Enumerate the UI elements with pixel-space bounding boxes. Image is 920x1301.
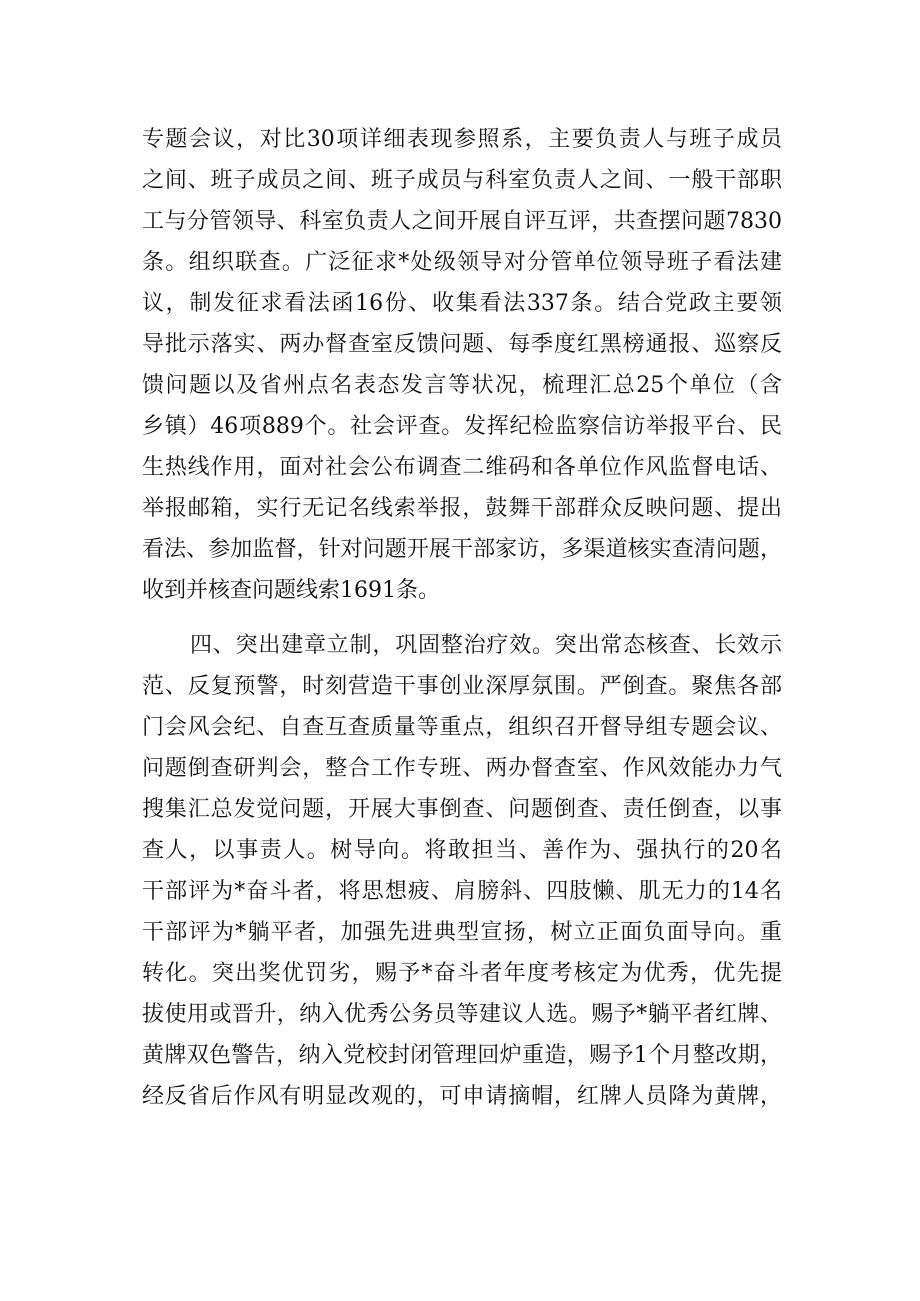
paragraph-line: 经反省后作风有明显改观的，可申请摘帽，红牌人员降为黄牌， [142,1084,782,1109]
paragraph-line: 议，制发征求看法函16份、收集看法337条。结合党政主要领 [142,291,782,316]
paragraph-1 [142,119,782,611]
paragraph-line: 收到并核查问题线索1691条。 [142,578,440,603]
paragraph-line: 查人，以事责人。树导向。将敢担当、善作为、强执行的20名 [142,838,782,863]
paragraph-line: 范、反复预警，时刻营造干事创业深厚氛围。严倒查。聚焦各部 [142,674,782,699]
paragraph-line: 之间、班子成员之间、班子成员与科室负责人之间、一般干部职 [142,168,782,193]
paragraph-line: 转化。突出奖优罚劣，赐予*奋斗者年度考核定为优秀，优先提 [142,961,782,986]
paragraph-line: 导批示落实、两办督查室反馈问题、每季度红黑榜通报、巡察反 [142,332,782,357]
paragraph-line: 条。组织联查。广泛征求*处级领导对分管单位领导班子看法建 [142,250,782,275]
paragraph-line: 看法、参加监督，针对问题开展干部家访，多渠道核实查清问题， [142,537,782,562]
paragraph-line: 工与分管领导、科室负责人之间开展自评互评，共查摆问题7830 [142,209,782,234]
paragraph-line: 四、突出建章立制，巩固整治疗效。突出常态核查、长效示 [190,633,782,658]
paragraph-line: 干部评为*躺平者，加强先进典型宣扬，树立正面负面导向。重 [142,920,782,945]
paragraph-line: 干部评为*奋斗者，将思想疲、肩膀斜、四肢懒、肌无力的14名 [142,879,782,904]
paragraph-2 [142,625,782,1117]
paragraph-line: 拔使用或晋升，纳入优秀公务员等建议人选。赐予*躺平者红牌、 [142,1002,782,1027]
paragraph-line: 生热线作用，面对社会公布调查二维码和各单位作风监督电话、 [142,455,782,480]
paragraph-line: 门会风会纪、自查互查质量等重点，组织召开督导组专题会议、 [142,715,782,740]
document-body [142,119,782,1117]
paragraph-line: 搜集汇总发觉问题，开展大事倒查、问题倒查、责任倒查，以事 [142,797,782,822]
paragraph-line: 问题倒查研判会，整合工作专班、两办督查室、作风效能办力气 [142,756,782,781]
paragraph-line: 馈问题以及省州点名表态发言等状况，梳理汇总25个单位（含 [142,373,782,398]
paragraph-line: 举报邮箱，实行无记名线索举报，鼓舞干部群众反映问题、提出 [142,496,782,521]
paragraph-line: 乡镇）46项889个。社会评查。发挥纪检监察信访举报平台、民 [142,414,782,439]
paragraph-line: 黄牌双色警告，纳入党校封闭管理回炉重造，赐予1个月整改期， [142,1043,782,1068]
paragraph-spacer [142,611,782,625]
paragraph-line: 专题会议，对比30项详细表现参照系，主要负责人与班子成员 [142,127,782,152]
